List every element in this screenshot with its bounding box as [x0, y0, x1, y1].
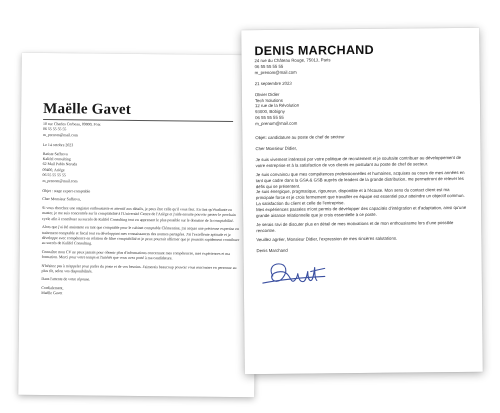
back-letter-paragraph: Dans l'attente de votre réponse. [41, 277, 91, 282]
back-recipient-line: Batiste Saffreva [42, 151, 68, 156]
back-letter-paragraph: Alors que j'ai été assistante en tant que comptable pour le cabinet comptable Clémentine, j'ai acquis une précieuse expertise en traitement comptable et fiscal tout en développant mes connaissances des normes partagées. J'ai l'excellente aptitude et je développe avec compétence en relation de filtre comptabilité et je peux pourrait affirmer que je pourrais rapidement contribuer au succès de Kalifel Consulting. [41, 225, 240, 246]
front-recipient-line: Olivier Didier [254, 91, 280, 97]
back-letter-signature-name: Maëlle Gavet [41, 291, 63, 296]
back-letter-sender-block [43, 122, 243, 140]
back-letter-page [18, 53, 258, 397]
back-sender-line: 10 rue Charles Corbeau, 09000, Foix [43, 122, 101, 127]
front-letter-subject: Objet: candidature au poste de chef de secteur [255, 134, 345, 141]
front-letter-paragraph: Je suis énergique, pragmatique, rigoureux, disponible et à l'écoute. Mon sens du contact client est ma principale force et je crois fermement que travailler en équipe est essentiel pour atteindre un objectif commun. La satisfaction du client et celle de l'entreprise. [255, 187, 465, 207]
front-letter-paragraph: Mes expériences passées m'ont permis de développer des capacités d'intégration et d'adaptation, ainsi qu'une grande aisance relationnelle que je crois essentielle à ce poste. [256, 205, 467, 219]
front-recipient-line: m_prenom@mail.com [255, 120, 298, 127]
back-sender-line: 06 55 55 55 55 [42, 127, 67, 132]
back-recipient-line: Kalifel consulting [42, 157, 71, 162]
front-letter-paragraph: Je suis vivement intéressé par votre politique de recrutement et je souhaite contribuer au développement de votre entreprise et à la satisfaction de vos clients en postulant au poste de chef de secteur. [255, 154, 461, 168]
front-sender-line: 06 55 55 55 55 [254, 63, 284, 70]
back-letter-paragraph: Connaître mon CV ne peux jamais pour obtenir plus d'informations concernant mes compétences, mes expériences et ma formation. Merci pour votre temps et l'intérêt que vous avez porté à ma candidature. [41, 249, 231, 261]
front-recipient-line: Tech Solutions [254, 97, 283, 103]
back-letter-closing: Cordialement, [41, 285, 64, 290]
front-letter-paragraph: Je suis convaincu que mes compétences professionnelles et humaines, acquises au cours de mes années en tant que cadre dans la GSA & GSB auprès de leaders de la grande distribution, me permettront de relever les défis qui se présentent. [255, 169, 465, 189]
front-sender-line: 24 rue du Château Rouge, 75013, Paris [254, 57, 331, 64]
back-letter-paragraph: Si vous cherchez une stagiaire enthousiaste et attentif aux détails, je peux être celle qu'il vous faut. En tant qu'étudiante en master, je me suis concentrée sur la comptabilité à l'Université Centre de l'Ariège et j'aide ensuite pouvoir passer le prochain cycle afin à contribuer au succès de Kalifel Consulting tout en apprenant le plus possible sur le domaine de la comptabilité. [42, 205, 236, 223]
back-recipient-line: 09400, Ariège [42, 167, 65, 173]
front-letter-page [241, 28, 483, 374]
back-letter-date: Le 14 octobre 2023 [42, 143, 74, 148]
back-recipient-line: 06 55 55 55 55 [42, 173, 66, 178]
back-letter-paragraph: N'hésitez pas à m'appeler pour parler du poste et de vos besoins. J'aimerais beaucoup pouvoir vous rencontrer en personne au plus tôt, selon vos disponibilités. [41, 263, 237, 274]
back-recipient-line: m_prenom@mail.com [42, 178, 78, 184]
front-letter-salutation: Cher Monsieur Didier, [255, 145, 298, 152]
back-letter-recipient-block [42, 152, 242, 187]
back-letter-subject: Objet : stage expert-comptable [42, 189, 91, 194]
front-recipient-line: 06 55 55 55 55 [255, 115, 284, 121]
back-letter-name: Maëlle Gavet [43, 101, 132, 118]
front-letter-recipient-block [255, 90, 468, 128]
back-recipient-line: 62 Mail Pablo Neruda [42, 162, 78, 167]
front-letter-paragraph: Veuillez agréer, Monsieur Didier, l'expression de mes sincères salutations. [256, 235, 398, 242]
front-recipient-line: 12 rue de la Révolution [254, 103, 300, 109]
back-sender-line: m_prenom@mail.com [42, 132, 78, 138]
front-recipient-line: 93000, Bobigny [255, 109, 285, 115]
front-sender-line: m_prenom@mail.com [254, 69, 297, 75]
front-letter-date: 21 septembre 2023 [254, 80, 292, 86]
front-letter-sender-block [254, 56, 467, 76]
front-letter-paragraph: Je serais ravi de discuter plus en détail de mes motivations et de mon enthousiasme lors d'une possible rencontre. [256, 219, 454, 233]
handwritten-signature [259, 259, 329, 288]
back-letter-salutation: Cher Monsieur Saffreva, [42, 197, 81, 202]
front-letter-signature-name: Denis Marchand [256, 247, 288, 253]
front-letter-name: DENIS MARCHAND [254, 42, 374, 59]
